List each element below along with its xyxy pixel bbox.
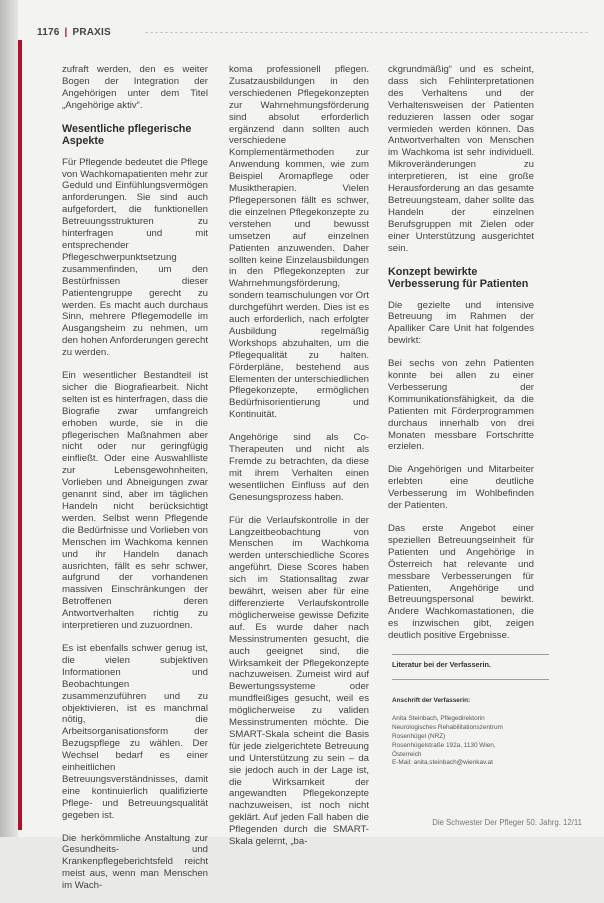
address-line: Rosenhügelstraße 192a, 1130 Wien,: [392, 741, 496, 749]
address-line: Österreich: [392, 750, 422, 758]
running-header: [37, 27, 111, 38]
sidebar-rule-top: [392, 654, 549, 655]
body-paragraph: Angehörige sind als Co-Therapeuten und nicht als Fremde zu betrachten, da diese mit ihrem Verhalten einen wesentlichen Einfluss auf den Genesungsprozess haben.: [229, 432, 369, 503]
intro-paragraph: zufraft werden, den es weiter Bogen der Integration der Angehörigen unter dem Titel „Angehörige aktiv“.: [62, 64, 208, 111]
address-heading: Anschrift der Verfasserin:: [392, 697, 471, 704]
body-paragraph: Die herkömmliche Anstaltung zur Gesundheits- und Krankenpflegeberichtsfeld reicht meist aus, wenn man Menschen im Wach-: [62, 832, 208, 892]
text-column-1: [62, 64, 208, 903]
section-heading: Konzept bewirkte Verbesserung für Patienten: [388, 265, 529, 290]
body-paragraph: ckgrundmäßig“ und es scheint, dass sich Fehlinterpretationen des Verhaltens und der Verhaltensweisen der Patienten reduzieren lassen oder sogar vermieden werden können. Das Antwortverhalten von Menschen im Wachkoma ist sehr individuell. Mikroveränderungen zu interpretieren, ist eine große Herausforderung an das gesamte Betreuungsteam, daher sollte das Handeln der einzelnen Berufsgruppen mit Zielen oder einer Unterstützung ausgerichtet sein.: [388, 64, 534, 254]
accent-bar: [18, 40, 22, 830]
address-line: Anita Steinbach, Pflegedirektorin: [392, 714, 485, 722]
section-heading: Wesentliche pflegerische Aspekte: [62, 122, 192, 148]
email-link[interactable]: E-Mail: anita.steinbach@wienkav.at: [392, 759, 493, 767]
body-paragraph: Es ist ebenfalls schwer genug ist, die vielen subjektiven Informationen und Beobachtungen zusammenzuführen und zu objektivieren, ist es manchmal nötig, die Arbeitsorganisationsform der Bezugspflege zu wählen. Der Wechsel bedarf es einer einheitlichen Betreuungsverständnisses, damit eine kontinuierlich qualifizierte Pflege- und Betreuungsqualität gegeben ist.: [62, 642, 208, 821]
body-paragraph: Die gezielte und intensive Betreuung im Rahmen der Apalliker Care Unit hat folgendes bewirkt:: [388, 299, 534, 347]
header-separator: |: [64, 27, 68, 38]
header-rule: [145, 32, 588, 33]
section-name: PRAXIS: [72, 27, 111, 38]
author-address: [392, 697, 552, 768]
address-line: Rosenhügel (NRZ): [392, 732, 446, 740]
page-footer: Die Schwester Der Pfleger 50. Jahrg. 12/11: [432, 818, 582, 827]
sidebar-rule-bottom: [392, 679, 549, 680]
body-paragraph: Für die Verlaufskontrolle in der Langzeitbeobachtung von Menschen im Wachkoma werden unterschiedliche Scores angeführt. Diese Scores haben sich im Stationsalltag zwar bewährt, weisen aber für eine differenzierte Verlaufskontrolle möglicherweise gewisse Defizite auf. Es wurde daher nach Messinstrumenten gesucht, die auch geeignet sind, die Wirksamkeit der Pflegekonzepte nachzuweisen. Zumeist wird auf Bewertungssysteme oder mundfleißiges gesucht, weil es möglicherweise zu validen Messinstrumenten möchte. Die SMART-Skala scheint die Basis für jede zielgerichtete Betreuung und Unterstützung zu sein – da sie jedoch auch in der Lage ist, die Wirksamkeit der angewandten Pflegekonzepte nachzuweisen, ist noch nicht geklärt. Auf jeden Fall haben die Pflegenden durch die SMART-Skala gelernt, „ba-: [229, 514, 369, 848]
body-paragraph: Die Angehörigen und Mitarbeiter erlebten eine deutliche Verbesserung im Wohlbefinden der Patienten.: [388, 464, 534, 512]
page-number: 1176: [37, 27, 60, 38]
address-line: Neurologisches Rehabilitationszentrum: [392, 723, 503, 731]
body-paragraph: Für Pflegende bedeutet die Pflege von Wachkomapatienten mehr zur Geduld und Einfühlungsvermögen anforderungen. Sie sind auch aufgefordert, die funktionellen Betreuungsstrukturen zu hinterfragen und mit entsprechender Pflegeschwerpunktsetzung zusammenfinden, um den Bestürfnissen dieser Patientengruppe gerecht zu werden. Es macht auch durchaus Sinn, mehrere Pflegemodelle im Ausgangsheim zu nehmen, um den hohen Anforderungen gerecht zu werden.: [62, 156, 208, 359]
body-paragraph: Das erste Angebot einer speziellen Betreuungseinheit für Patienten und Angehörige in Österreich hat relevante und messbare Verbesserungen für Patienten, Angehörige und Betreuungspersonal bewirkt. Andere Wachkomastationen, die es inzwischen gibt, zeigen deutlich positive Ergebnisse.: [388, 523, 534, 642]
body-paragraph: Bei sechs von zehn Patienten konnte bei allen zu einer Verbesserung der Kommunikationsfähigkeit, da die Patienten mit Förderprogrammen durchaus innerhalb von drei Monaten messbare Fortschritte erzielen.: [388, 358, 534, 453]
text-column-2: [229, 64, 369, 859]
body-paragraph: Ein wesentlicher Bestandteil ist sicher die Biografiearbeit. Nicht selten ist es hinterfragen, dass die Biografie zwar umfangreich erhoben wurde, sie in die pflegerischen Maßnahmen aber nicht oder nur geringfügig einfließt. Oder eine Auswahlliste zur Lebensgewohnheiten, Vorlieben und Abneigungen zwar genannt sind, aber im täglichen Handeln nicht berücksichtigt werden. Selbst wenn Pflegende die Bedürfnisse und Vorlieben von Menschen im Wachkoma kennen und ihr Handeln danach ausrichten, fällt es sehr schwer, aufgrund der vorhandenen massiven Einschränkungen der Betroffenen deren Antwortverhalten richtig zu interpretieren und zuzuordnen.: [62, 370, 208, 632]
page-binding-shadow: [0, 0, 18, 837]
body-paragraph: koma professionell pflegen. Zusatzausbildungen in den verschiedenen Pflegekonzepten zur Wahrnehmungsförderung sind absolut erforderlich ergänzend dann sollten auch verschiedene Komplementärmethoden zur Anwendung kommen, wie zum Beispiel Aromapflege oder Musiktherapien. Vielen Pflegepersonen fällt es schwer, die einzelnen Pflegekonzepte zu verstehen und bewusst umsetzen auf einzelnen Patienten anzuwenden. Daher sollten keine Einzelausbildungen in den Pflegekonzepten zur Wahrnehmungsförderung, sondern teamschulungen vor Ort durchgeführt werden. Dies ist es auch erforderlich, nach erfolgter Ausbildung regelmäßig Workshops abzuhalten, um die Pflegequalität zu halten. Förderpläne, bestehend aus Elementen der unterschiedlichen Pflegekonzepte, ermöglichen Bedürfnisorientierung und Kontinuität.: [229, 64, 369, 421]
literature-note: Literatur bei der Verfasserin.: [392, 660, 491, 669]
text-column-3: [388, 64, 534, 653]
